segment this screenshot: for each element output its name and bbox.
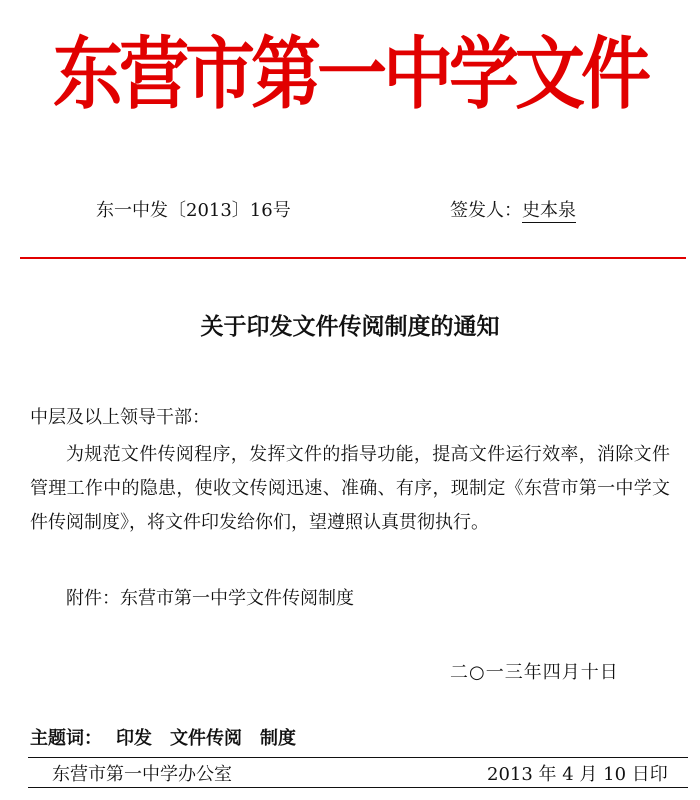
signer-label: 签发人： — [450, 200, 522, 221]
red-divider — [20, 257, 686, 259]
footer-rule-bottom — [28, 787, 688, 788]
body-paragraph: 为规范文件传阅程序，发挥文件的指导功能，提高文件运行效率，消除文件管理工作中的隐患，使收文传阅迅速、准确、有序，现制定《东营市第一中学文件传阅制度》，将文件印发给你们，望遵照认真贯彻执行。 — [30, 444, 670, 533]
print-date: 2013 年 4 月 10 日印 — [487, 764, 668, 785]
signer-name: 史本泉 — [522, 200, 576, 221]
document-title: 关于印发文件传阅制度的通知 — [200, 314, 500, 340]
document-number: 东一中发〔2013〕16号 — [96, 200, 291, 221]
keywords-value: 印发 文件传阅 制度 — [116, 728, 296, 749]
keywords-label: 主题词： — [30, 728, 102, 749]
signer-block — [450, 196, 576, 222]
subject-keywords — [30, 724, 296, 750]
issuing-office: 东营市第一中学办公室 — [52, 764, 232, 785]
issue-date: 二○一三年四月十日 — [450, 662, 619, 683]
salutation: 中层及以上领导干部： — [30, 407, 210, 428]
attachment-line: 附件：东营市第一中学文件传阅制度 — [66, 588, 354, 609]
document-letterhead: 东营市第一中学文件 — [53, 28, 647, 120]
footer-rule-top — [28, 757, 688, 758]
